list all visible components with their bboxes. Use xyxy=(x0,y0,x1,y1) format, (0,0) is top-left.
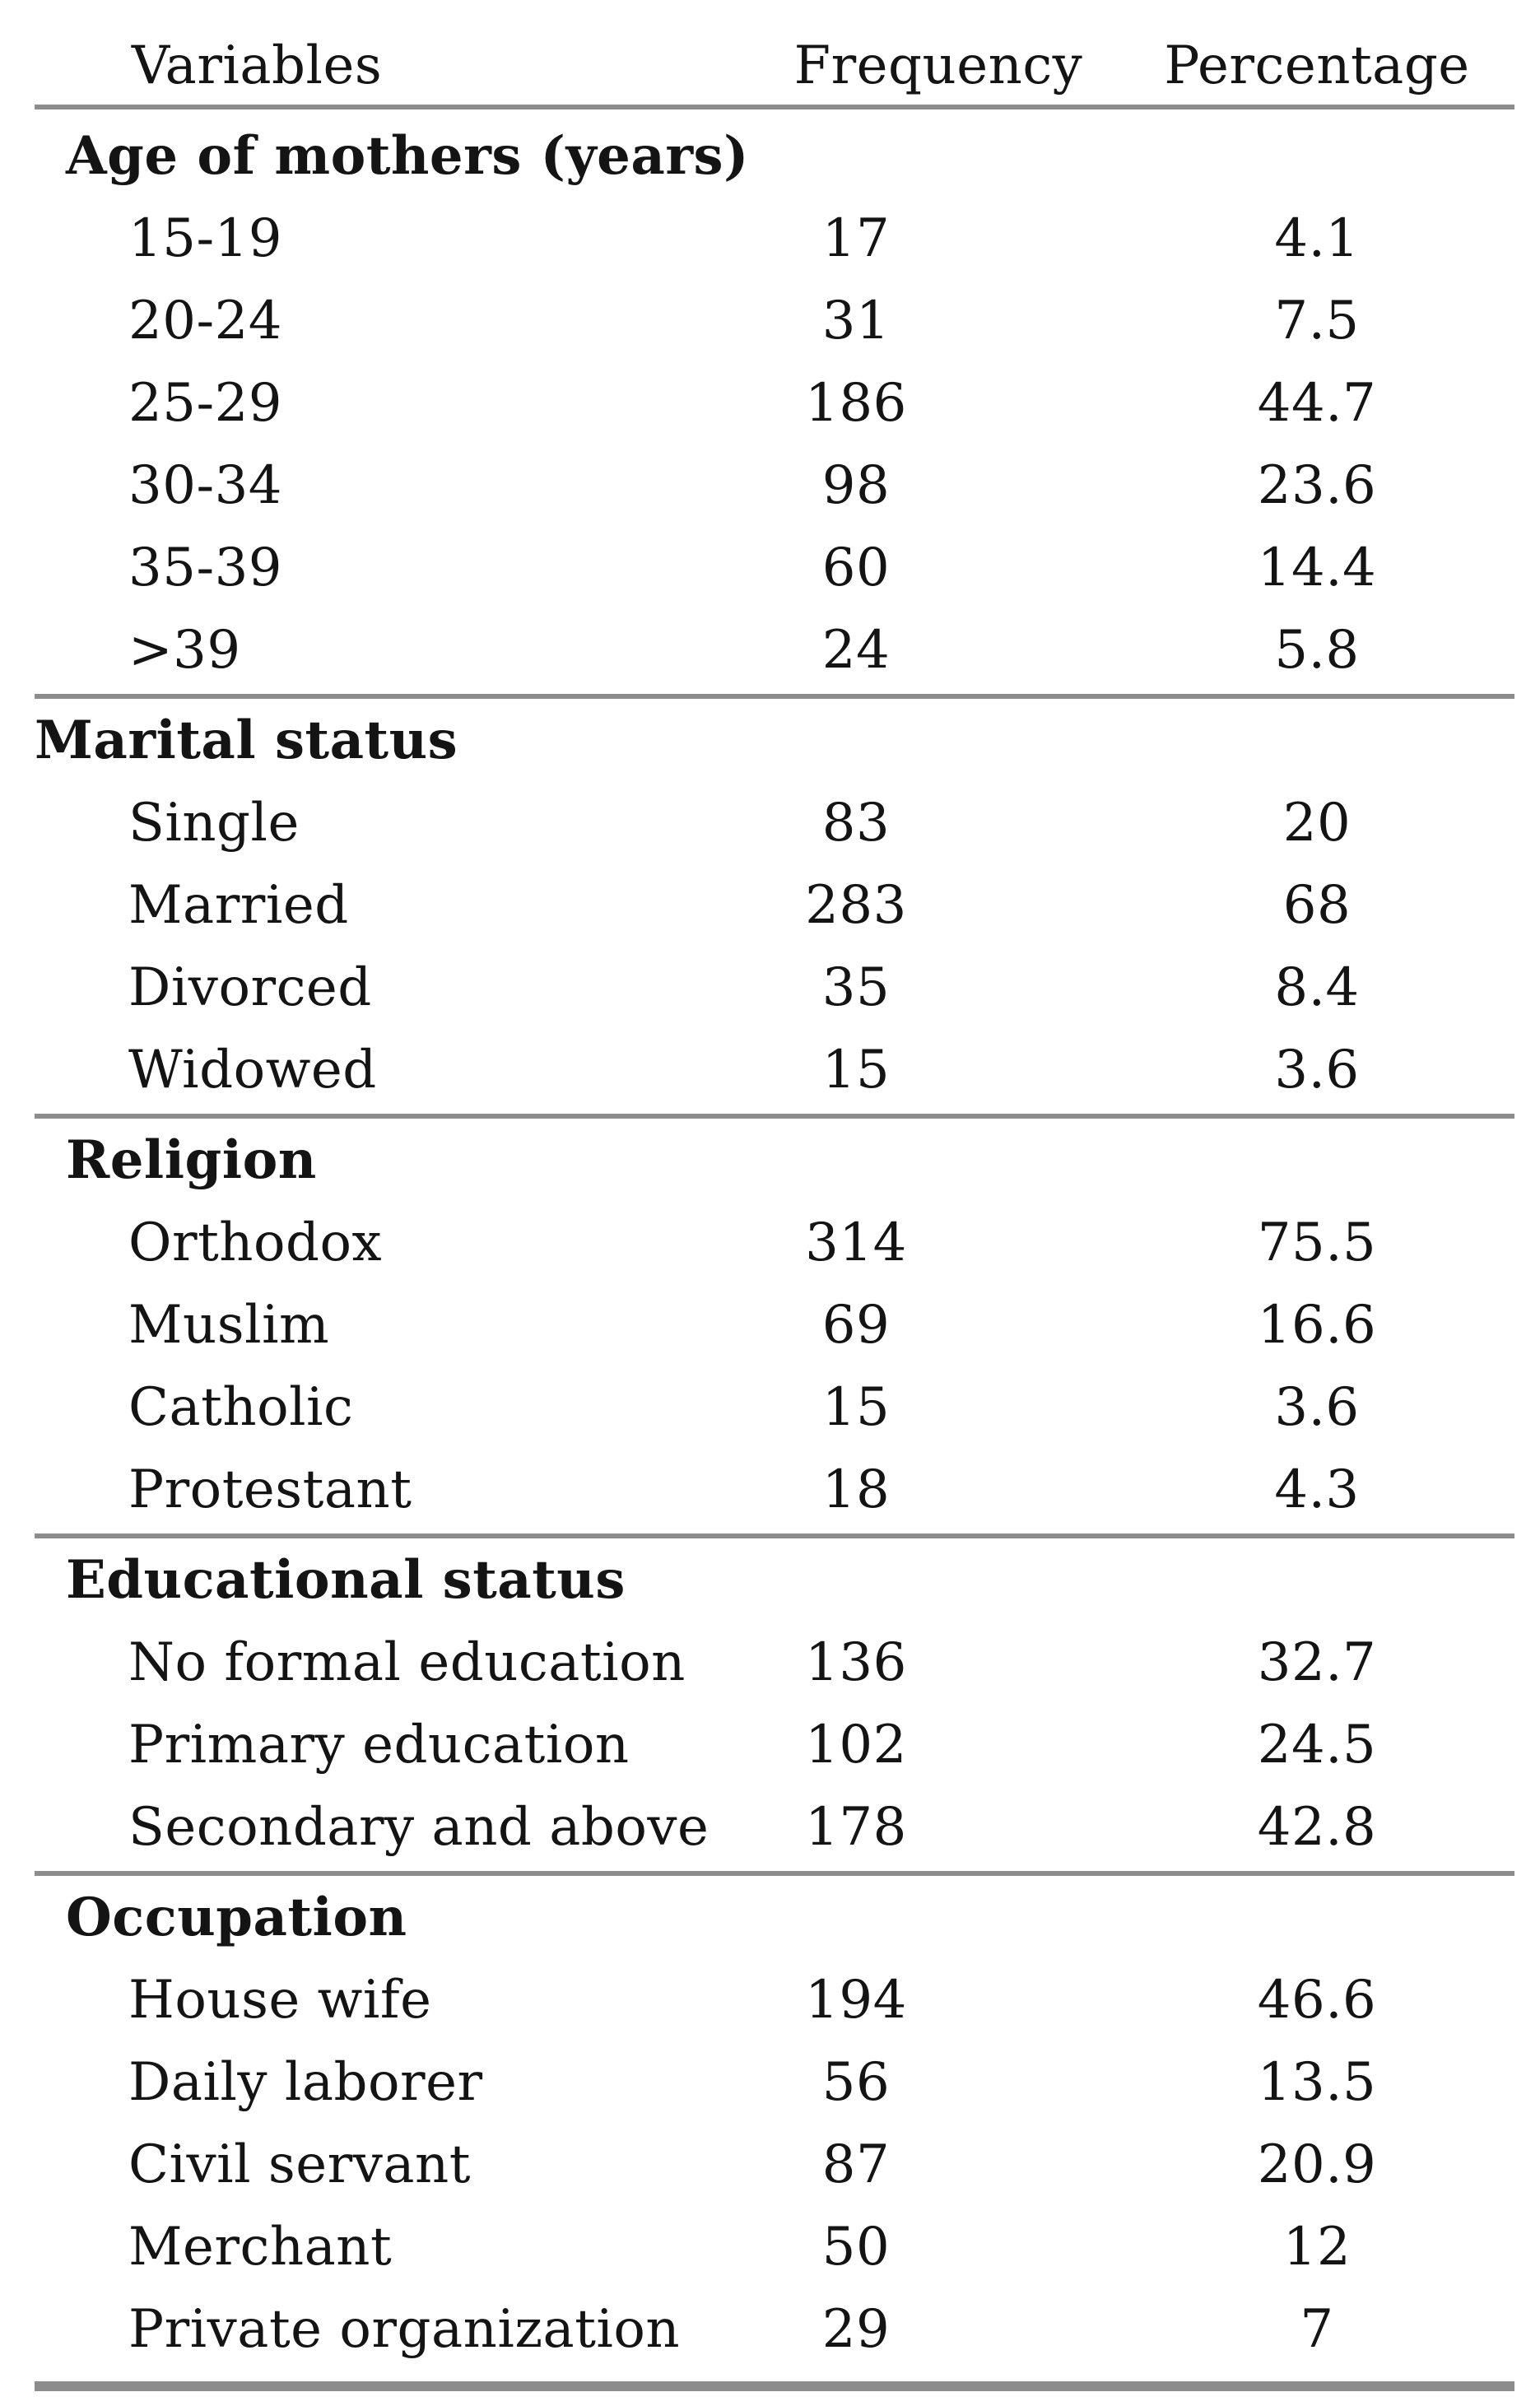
row-frequency: 60 xyxy=(821,538,891,598)
section-title-row xyxy=(0,1539,1540,1622)
table-row xyxy=(0,1366,1540,1449)
row-frequency: 98 xyxy=(821,455,891,516)
header-percentage: Percentage xyxy=(1164,35,1470,96)
table-row xyxy=(0,280,1540,362)
section-title-row xyxy=(0,1877,1540,1959)
row-percentage: 7.5 xyxy=(1274,291,1360,351)
row-label: Merchant xyxy=(128,2217,393,2278)
section-title-marital: Marital status xyxy=(35,710,458,771)
table-row xyxy=(0,1202,1540,1284)
row-frequency: 24 xyxy=(821,620,891,681)
row-label: Muslim xyxy=(128,1295,330,1356)
section-title-occupation: Occupation xyxy=(66,1887,407,1948)
table-row xyxy=(0,1704,1540,1786)
header-variables: Variables xyxy=(131,35,383,96)
header-frequency: Frequency xyxy=(793,35,1083,96)
row-percentage: 68 xyxy=(1282,875,1352,936)
row-frequency: 136 xyxy=(805,1632,907,1693)
section-title-education: Educational status xyxy=(66,1549,626,1611)
row-label: Civil servant xyxy=(128,2134,471,2195)
section-title-row xyxy=(0,115,1540,198)
section-rule xyxy=(35,1114,1514,1119)
row-percentage: 13.5 xyxy=(1257,2052,1377,2113)
row-frequency: 314 xyxy=(805,1212,907,1273)
row-label: Divorced xyxy=(128,957,372,1018)
row-percentage: 44.7 xyxy=(1257,373,1377,434)
row-percentage: 20 xyxy=(1282,793,1352,854)
table-row xyxy=(0,527,1540,609)
row-label: House wife xyxy=(128,1970,432,2031)
row-label: 20-24 xyxy=(128,291,282,351)
row-frequency: 194 xyxy=(805,1970,907,2031)
row-percentage: 46.6 xyxy=(1257,1970,1377,2031)
row-frequency: 186 xyxy=(805,373,907,434)
header-row xyxy=(0,25,1540,107)
row-frequency: 102 xyxy=(805,1715,907,1775)
table-row xyxy=(0,2206,1540,2288)
row-percentage: 75.5 xyxy=(1257,1212,1377,1273)
row-label: 30-34 xyxy=(128,455,282,516)
section-rule xyxy=(35,1533,1514,1538)
section-rule xyxy=(35,694,1514,699)
row-frequency: 31 xyxy=(821,291,891,351)
row-frequency: 18 xyxy=(821,1459,891,1520)
table-row xyxy=(0,1449,1540,1531)
row-frequency: 87 xyxy=(821,2134,891,2195)
row-percentage: 42.8 xyxy=(1257,1797,1377,1858)
row-percentage: 20.9 xyxy=(1257,2134,1377,2195)
row-percentage: 14.4 xyxy=(1257,538,1377,598)
row-percentage: 7 xyxy=(1300,2299,1334,2360)
row-label: 25-29 xyxy=(128,373,282,434)
row-label: Widowed xyxy=(128,1040,377,1101)
table-row xyxy=(0,2288,1540,2371)
row-label: Single xyxy=(128,793,300,854)
row-label: Catholic xyxy=(128,1377,354,1438)
table-row xyxy=(0,947,1540,1029)
section-title-row xyxy=(0,1119,1540,1202)
row-label: 15-19 xyxy=(128,208,282,269)
row-frequency: 83 xyxy=(821,793,891,854)
bottom-rule xyxy=(35,2381,1514,2391)
table-row xyxy=(0,198,1540,280)
row-percentage: 32.7 xyxy=(1257,1632,1377,1693)
table-row xyxy=(0,1622,1540,1704)
row-label: Secondary and above xyxy=(128,1797,710,1858)
row-frequency: 29 xyxy=(821,2299,891,2360)
row-label: >39 xyxy=(128,620,241,681)
row-percentage: 3.6 xyxy=(1274,1377,1360,1438)
row-label: 35-39 xyxy=(128,538,282,598)
row-frequency: 69 xyxy=(821,1295,891,1356)
row-percentage: 5.8 xyxy=(1274,620,1360,681)
row-label: Private organization xyxy=(128,2299,681,2360)
table-row xyxy=(0,1959,1540,2041)
row-percentage: 4.1 xyxy=(1274,208,1360,269)
row-frequency: 17 xyxy=(821,208,891,269)
row-label: Daily laborer xyxy=(128,2052,483,2113)
table-row xyxy=(0,1284,1540,1366)
row-percentage: 24.5 xyxy=(1257,1715,1377,1775)
table-row xyxy=(0,2124,1540,2206)
table-row xyxy=(0,1029,1540,1111)
row-frequency: 50 xyxy=(821,2217,891,2278)
row-percentage: 3.6 xyxy=(1274,1040,1360,1101)
row-frequency: 15 xyxy=(821,1377,891,1438)
table-row xyxy=(0,362,1540,444)
section-title-religion: Religion xyxy=(66,1129,317,1191)
header-rule xyxy=(35,105,1514,109)
row-label: Married xyxy=(128,875,349,936)
row-percentage: 8.4 xyxy=(1274,957,1360,1018)
row-percentage: 16.6 xyxy=(1257,1295,1377,1356)
row-percentage: 12 xyxy=(1282,2217,1352,2278)
row-frequency: 15 xyxy=(821,1040,891,1101)
row-frequency: 283 xyxy=(805,875,907,936)
table-row xyxy=(0,782,1540,864)
section-title-row xyxy=(0,700,1540,782)
row-frequency: 56 xyxy=(821,2052,891,2113)
row-label: Protestant xyxy=(128,1459,412,1520)
row-percentage: 4.3 xyxy=(1274,1459,1360,1520)
table-row xyxy=(0,444,1540,527)
section-rule xyxy=(35,1871,1514,1876)
row-frequency: 178 xyxy=(805,1797,907,1858)
table-row xyxy=(0,1786,1540,1868)
table-row xyxy=(0,609,1540,691)
row-label: Primary education xyxy=(128,1715,630,1775)
row-percentage: 23.6 xyxy=(1257,455,1377,516)
row-label: Orthodox xyxy=(128,1212,383,1273)
row-label: No formal education xyxy=(128,1632,686,1693)
table-row xyxy=(0,2041,1540,2124)
table-row xyxy=(0,864,1540,947)
row-frequency: 35 xyxy=(821,957,891,1018)
section-title-age: Age of mothers (years) xyxy=(66,125,749,187)
